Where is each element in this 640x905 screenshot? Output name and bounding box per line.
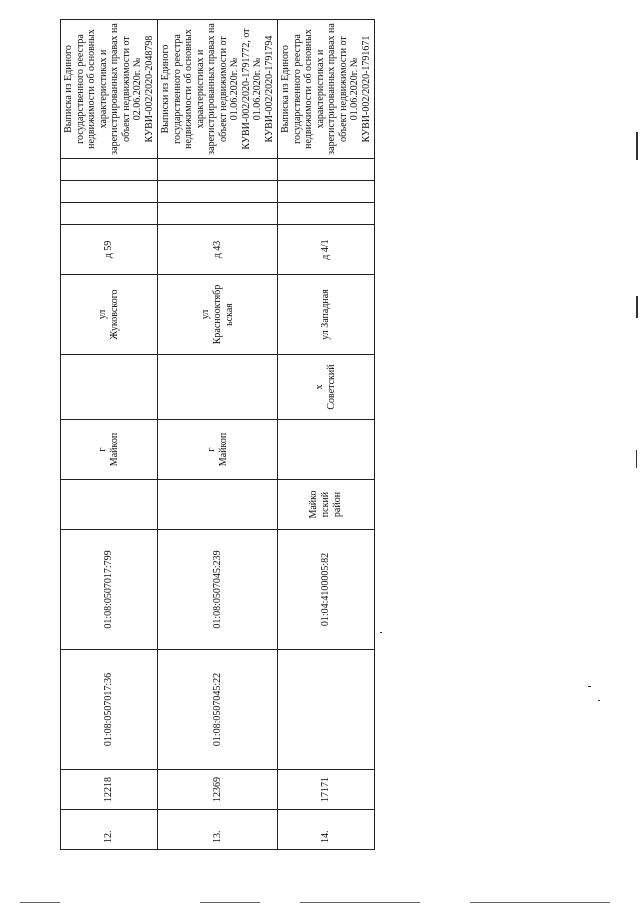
table-row: [158, 20, 278, 850]
house-number: д 43: [158, 225, 278, 275]
street: ул Жуковского: [61, 275, 158, 355]
scan-margin-mark: [636, 296, 638, 318]
row-number: 14.: [278, 810, 375, 850]
empty-cell: [278, 181, 375, 203]
city: [278, 420, 375, 480]
scan-edge-line: [470, 902, 610, 903]
parent-cadastral-number: 01:08:0507045:22: [158, 650, 278, 770]
scan-margin-mark: [636, 450, 637, 468]
scan-edge-line: [300, 902, 420, 903]
city: г Майкоп: [61, 420, 158, 480]
district: Майко пский район: [278, 480, 375, 530]
house-number: д 59: [61, 225, 158, 275]
scan-speck: [588, 686, 591, 687]
parent-cadastral-number: [278, 650, 375, 770]
table-row: [61, 20, 158, 850]
row-number: 13.: [158, 810, 278, 850]
scan-speck: [380, 632, 382, 633]
row-number: 12.: [61, 810, 158, 850]
property-register-table: [60, 19, 375, 850]
house-number: д 4/1: [278, 225, 375, 275]
empty-cell: [61, 203, 158, 225]
settlement: [61, 355, 158, 420]
empty-cell: [61, 159, 158, 181]
registry-id: 12369: [158, 770, 278, 810]
cadastral-number: 01:08:0507017:799: [61, 530, 158, 650]
source-document: Выписка из Единого государственного реестра недвижимости об основных характеристиках и зарегистрированных правах на объект недвижимости от 02.06.2020г. № КУВИ-002/2020-2048798: [61, 20, 158, 159]
registry-id: 12218: [61, 770, 158, 810]
settlement: [158, 355, 278, 420]
source-document: Выписка из Единого государственного реестра недвижимости об основных характеристиках и зарегистрированных правах на объект недвижимости от 01.06.2020г. № КУВИ-002/2020-1791671: [278, 20, 375, 159]
settlement: х Советский: [278, 355, 375, 420]
registry-id: 17171: [278, 770, 375, 810]
rotated-table-container: [60, 20, 372, 850]
district: [158, 480, 278, 530]
scan-speck: [598, 700, 600, 701]
empty-cell: [278, 159, 375, 181]
cadastral-number: 01:08:0507045:239: [158, 530, 278, 650]
source-document: Выписки из Единого государственного реестра недвижимости об основных характеристиках и зарегистрированных правах на объект недвижимости от 01.06.2020г. № КУВИ-002/2020-1791772, от 01.06.2020г. № КУВИ-002/2020-1791794: [158, 20, 278, 159]
scan-edge-line: [20, 902, 60, 903]
empty-cell: [158, 203, 278, 225]
table-row: [278, 20, 375, 850]
empty-cell: [61, 181, 158, 203]
empty-cell: [158, 181, 278, 203]
street: ул Красноoктябр ьская: [158, 275, 278, 355]
street: ул Западная: [278, 275, 375, 355]
city: г Майкоп: [158, 420, 278, 480]
district: [61, 480, 158, 530]
parent-cadastral-number: 01:08:0507017:36: [61, 650, 158, 770]
scan-edge-line: [200, 902, 260, 903]
scan-margin-mark: [636, 132, 638, 160]
empty-cell: [278, 203, 375, 225]
cadastral-number: 01:04:4100005:82: [278, 530, 375, 650]
empty-cell: [158, 159, 278, 181]
